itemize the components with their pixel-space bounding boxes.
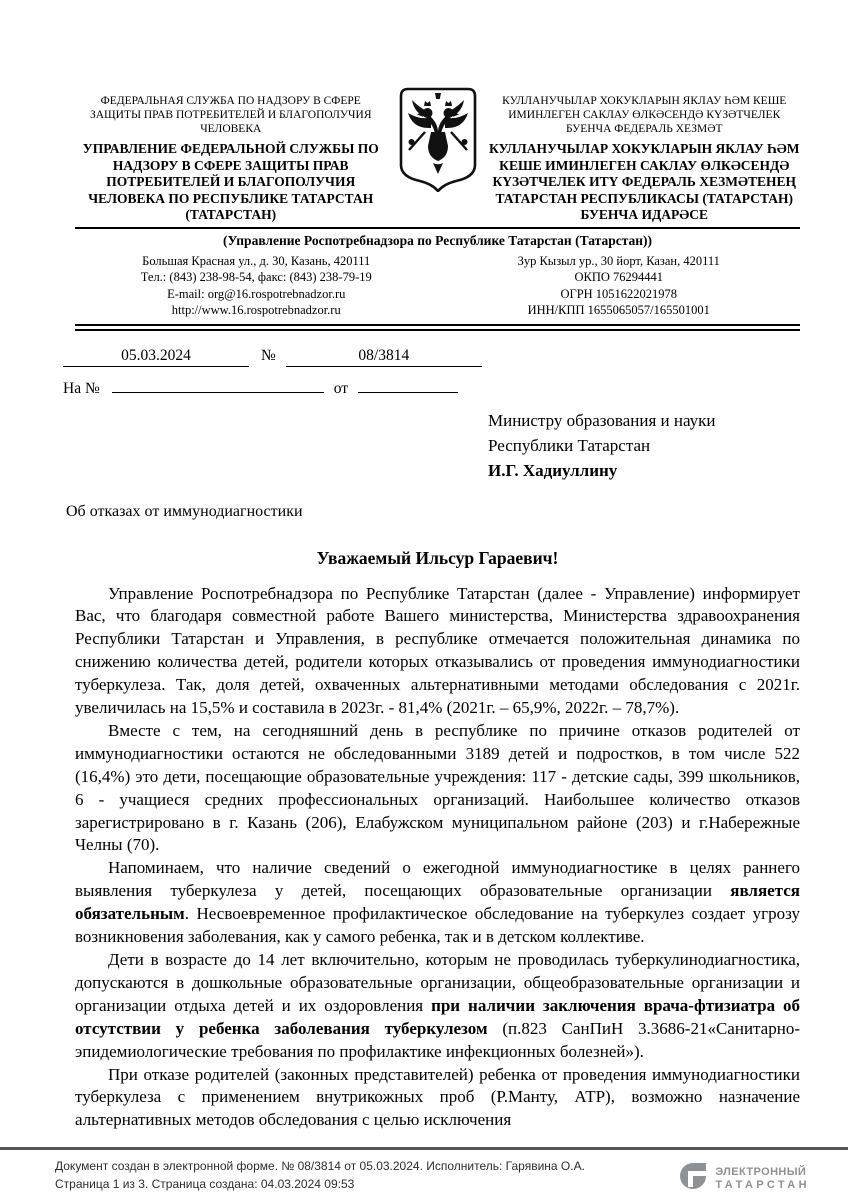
recipient-name: И.Г. Хадиуллину: [488, 460, 618, 480]
address-block-requisites: [438, 253, 801, 319]
footer-page-info: Страница 1 из 3. Страница создана: 04.03.2024 09:53: [55, 1176, 355, 1191]
reply-from-label: от: [333, 379, 349, 397]
letterhead: [75, 0, 800, 331]
body-paragraph: При отказе родителей (законных представителей) ребенка от проведения иммунодиагностики туберкулеза с применением внутрикожных проб (Р.Манту, АТР), возможно назначение альтернативных методов обследования с целью исключения: [75, 1064, 800, 1130]
org-name-ru: УПРАВЛЕНИЕ ФЕДЕРАЛЬНОЙ СЛУЖБЫ ПО НАДЗОРУ В СФЕРЕ ЗАЩИТЫ ПРАВ ПОТРЕБИТЕЛЕЙ И БЛАГОПОЛУЧИЯ ЧЕЛОВЕКА ПО РЕСПУБЛИКЕ ТАТАРСТАН (ТАТАРСТАН): [82, 141, 379, 222]
page-footer: [0, 1147, 848, 1200]
outgoing-number-row: [63, 347, 800, 367]
body-paragraph: Управление Роспотребнадзора по Республике Татарстан (далее - Управление) информирует Вас, что благодаря совместной работе Вашего министерства, Министерства здравоохранения Республики Татарстан и Управления, в республике отмечается положительная динамика по снижению количества детей, родители которых отказывались от проведения иммунодиагностики туберкулеза. Так, доля детей, охваченных альтернативными методами обследования с 2021г. увеличилась на 15,5% и составила в 2023г. - 81,4% (2021г. – 65,9%, 2022г. – 78,7%).: [75, 583, 800, 718]
requisites-line: ИНН/КПП 1655065057/165501001: [527, 303, 710, 317]
requisites-line: Зур Кызыл ур., 30 йорт, Казан, 420111: [517, 253, 720, 268]
org-name-tat: КУЛЛАНУЧЫЛАР ХОКУКЛАРЫН ЯКЛАУ ҺӘМ КЕШЕ ИМИНЛЕГЕН САКЛАУ ӨЛКӘСЕНДӘ КҮЗӘТЧЕЛЕК ИТҮ ФЕДЕРАЛЬ ХЕЗМӘТЕНЕҢ ТАТАРСТАН РЕСПУБЛИКАСЫ (ТАТАРСТАН) БУЕНЧА ИДАРӘСЕ: [488, 141, 800, 222]
subject-line: Об отказах от иммунодиагностики: [66, 502, 303, 520]
number-sign-label: №: [261, 346, 276, 364]
body-paragraph: Напоминаем, что наличие сведений о ежегодной иммунодиагностике в целях раннего выявления туберкулеза у детей, посещающих образовательные организации является обязательным. Несвоевременное профилактическое обследование на туберкулез создает угрозу возникновения заболевания, как у самого ребенка, так и в детском коллективе.: [75, 858, 800, 947]
body-paragraph: Дети в возрасте до 14 лет включительно, которым не проводилась туберкулинодиагностика, допускаются в дошкольные образовательные организации, общеобразовательные организации и организации отдыха детей и их оздоровления при наличии заключения врача-фтизиатра об отсутствии у ребенка заболевания туберкулезом (п.823 СанПиН 3.3686-21«Санитарно-эпидемиологические требования по профилактике инфекционных болезней»).: [75, 950, 800, 1061]
document-number-field: 08/3814: [286, 347, 482, 367]
recipient-block: [488, 408, 848, 483]
org-short-name: (Управление Роспотребнадзора по Республике Татарстан (Татарстан)): [222, 232, 653, 248]
requisites-line: ОГРН 1051622021978: [560, 286, 678, 301]
parent-org-name-ru: ФЕДЕРАЛЬНАЯ СЛУЖБА ПО НАДЗОРУ В СФЕРЕ ЗАЩИТЫ ПРАВ ПОТРЕБИТЕЛЕЙ И БЛАГОПОЛУЧИЯ ЧЕЛОВЕКА: [89, 95, 372, 135]
address-line: E-mail: org@16.rospotrebnadzor.ru: [167, 286, 346, 301]
org-name-tat-block: [489, 86, 801, 224]
footer-document-info: Документ создан в электронной форме. № 08/3814 от 05.03.2024. Исполнитель: Гарявина О.А.: [55, 1159, 585, 1173]
electronic-tatarstan-logo: [678, 1161, 810, 1196]
letter-body: [75, 583, 800, 1133]
recipient-position: Министру образования и науки: [488, 410, 716, 430]
address-block-ru: [75, 253, 438, 319]
address-line: Большая Красная ул., д. 30, Казань, 420111: [142, 253, 371, 268]
address-line: Тел.: (843) 238-98-54, факс: (843) 238-79-19: [140, 270, 372, 284]
letterhead-double-rule: [75, 324, 800, 331]
footer-meta: [55, 1158, 585, 1193]
letterhead-rule: [75, 227, 800, 229]
address-line: http://www.16.rospotrebnadzor.ru: [171, 303, 341, 317]
parent-org-name-tat: КУЛЛАНУЧЫЛАР ХОКУКЛАРЫН ЯКЛАУ ҺӘМ КЕШЕ ИМИНЛЕГЕН САКЛАУ ӨЛКӘСЕНДӘ КҮЗӘТЧЕЛЕК БУЕНЧА ФЕДЕРАЛЬ ХЕЗМӘТ: [502, 95, 787, 135]
reply-to-label: На №: [63, 379, 100, 397]
recipient-organization: Республики Татарстан: [488, 435, 651, 455]
coat-of-arms-icon: [395, 86, 481, 192]
document-date-field: 05.03.2024: [63, 347, 249, 367]
electronic-tatarstan-logo-icon: [678, 1161, 708, 1196]
document-number-block: [63, 347, 800, 398]
requisites-line: ОКПО 76294441: [574, 270, 664, 284]
org-name-ru-block: [75, 86, 387, 224]
reply-date-blank: [358, 376, 458, 393]
salutation: Уважаемый Ильсур Гараевич!: [316, 547, 559, 568]
electronic-tatarstan-logo-text: ЭЛЕКТРОННЫЙ ТАТАРСТАН: [715, 1165, 810, 1191]
reply-number-blank: [112, 376, 324, 393]
body-paragraph: Вместе с тем, на сегодняшний день в республике по причине отказов родителей от иммунодиагностики остаются не обследованными 3189 детей и подростков, в том числе 522 (16,4%) это дети, посещающие образовательные учреждения: 117 - детские сады, 399 школьников, 6 - учащиеся средних профессиональных организаций. Наибольшее количество отказов зарегистрировано в г. Казань (206), Елабужском муниципальном районе (203) и г.Набережные Челны (70).: [75, 720, 800, 855]
reply-reference-row: [63, 376, 800, 398]
